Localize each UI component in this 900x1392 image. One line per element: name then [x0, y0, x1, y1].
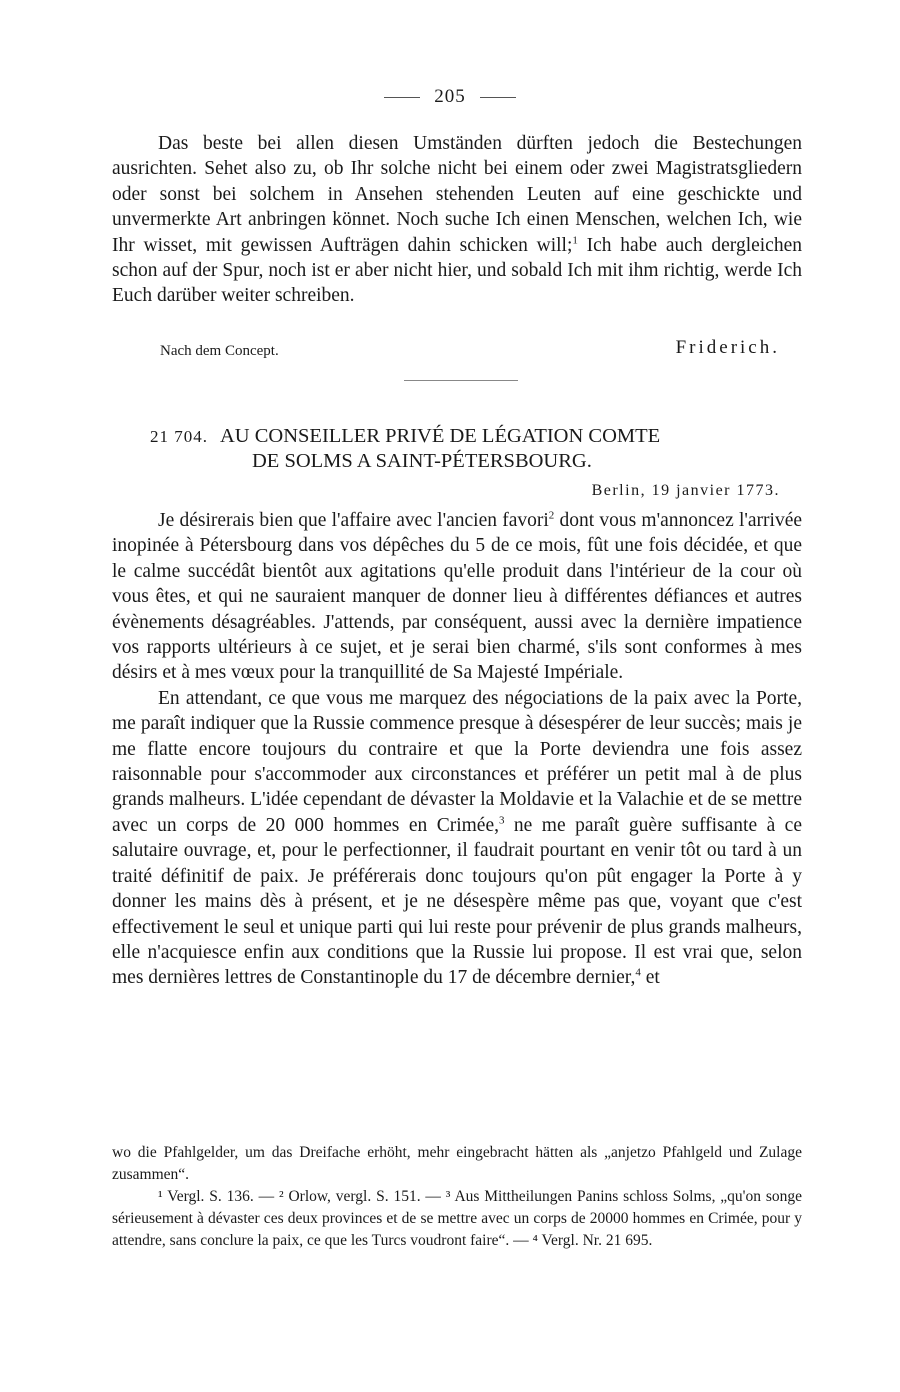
- footnotes: [112, 1142, 802, 1252]
- p2-text-c: et: [640, 967, 660, 989]
- letter-2-body: [112, 508, 802, 991]
- letter-1-body: [112, 131, 802, 309]
- p1-text-b: dont vous m'annoncez l'arrivée inopinée à Pétersbourg dans vos dépêches du 5 de ce mois, fût une fois décidée, et que le calme succédât bientôt aux agitations qu'elle produit dans l'intérieur de la cour où vous êtes, et qui ne sauraient manquer de donner lieu à différentes défiances et autres évènements désagréables. J'attends, par conséquent, aussi avec la dernière impatience vos rapports ultérieurs à ce sujet, et je serai bien charmé, s'ils sont conformes à mes désirs et à mes vœux pour la tranquillité de Sa Majesté Impériale.: [112, 510, 803, 684]
- source-note: Nach dem Concept.: [160, 343, 279, 359]
- page-number: 205: [434, 86, 466, 107]
- footnote-carryover: wo die Pfahlgelder, um das Dreifache erhöht, mehr eingebracht hätten als „anjetzo Pfahlgeld und Zulage zusammen“.: [112, 1144, 802, 1183]
- footnote-ref-3: 3: [498, 814, 505, 827]
- letter-1-text-after: Ich habe auch dergleichen schon auf der Spur, noch ist er aber nicht hier, und sobald Ich mit ihm richtig, werde Ich Euch darüber weiter schreiben.: [112, 234, 802, 307]
- letter-2-paragraph-2: [112, 686, 802, 991]
- footnote-ref-4: 4: [635, 966, 641, 979]
- letter-2-paragraph-1: [112, 508, 802, 686]
- letter-1-paragraph: [112, 131, 802, 309]
- footnote-ref-1: 1: [572, 234, 578, 247]
- footnote-ref-2: 2: [548, 509, 555, 522]
- letter-title-line-2: DE SOLMS A SAINT-PÉTERSBOURG.: [252, 450, 592, 472]
- letter-2-heading: [150, 424, 790, 474]
- letter-1-closing: [112, 337, 780, 363]
- section-divider: [404, 380, 518, 381]
- footnote-list: ¹ Vergl. S. 136. — ² Orlow, vergl. S. 151. — ³ Aus Mittheilungen Panins schloss Solms, „qu'on songe sérieusement à dévaster ces deux provinces et de se mettre avec un corps de 20000 hommes en Crimée, pour y attendre, sans conclure la paix, ce que les Turcs voudront faire“. — ⁴ Vergl. Nr. 21 695.: [112, 1188, 802, 1249]
- p1-text-a: Je désirerais bien que l'affaire avec l'ancien favori: [158, 510, 549, 531]
- p2-text-a: En attendant, ce que vous me marquez des négociations de la paix avec la Porte, me paraît indiquer que la Russie commence presque à désespérer de leur succès; mais je me flatte encore toujours du contraire et que la Porte deviendra une fois assez raisonnable pour s'accommoder aux circonstances et préférer un petit mal à de plus grands malheurs. L'idée cependant de dévaster la Moldavie et la Valachie et de se mettre avec un corps de 20 000 hommes en Crimée,: [112, 687, 802, 836]
- header-dash-right: [480, 97, 516, 98]
- header-dash-left: [384, 97, 420, 98]
- letter-number: 21 704.: [150, 427, 208, 446]
- letter-1-text: Das beste bei allen diesen Umständen dürften jedoch die Bestechungen ausrichten. Sehet also zu, ob Ihr solche nicht bei einem oder zwei Magistratsgliedern oder sonst bei solchem in Ansehen stehenden Leuten auf eine geschickte und unvermerkte Art anbringen könnet. Noch suche Ich einen Menschen, welchen Ich, wie Ihr wisset, mit gewissen Aufträgen dahin schicken will;: [112, 133, 802, 256]
- signature: Friderich.: [675, 337, 780, 358]
- page-header: [0, 86, 900, 108]
- letter-2-dateline: Berlin, 19 janvier 1773.: [591, 482, 780, 499]
- p2-text-b: ne me paraît guère suffisante à ce salutaire ouvrage, et, pour le perfectionner, il faudrait pourtant en venir tôt ou tard à un traité définitif de paix. Je préférerais donc toujours qu'on pût engager la Porte à y donner les mains dès à présent, et je ne désespère même pas que, voyant que c'est effectivement le seul et unique parti qui lui reste pour prévenir de plus grands malheurs, elle n'acquiesce enfin aux conditions que la Russie lui propose. Il est vrai que, selon mes dernières lettres de Constantinople du 17 de décembre dernier,: [112, 814, 802, 989]
- letter-title-line-1: AU CONSEILLER PRIVÉ DE LÉGATION COMTE: [220, 425, 661, 447]
